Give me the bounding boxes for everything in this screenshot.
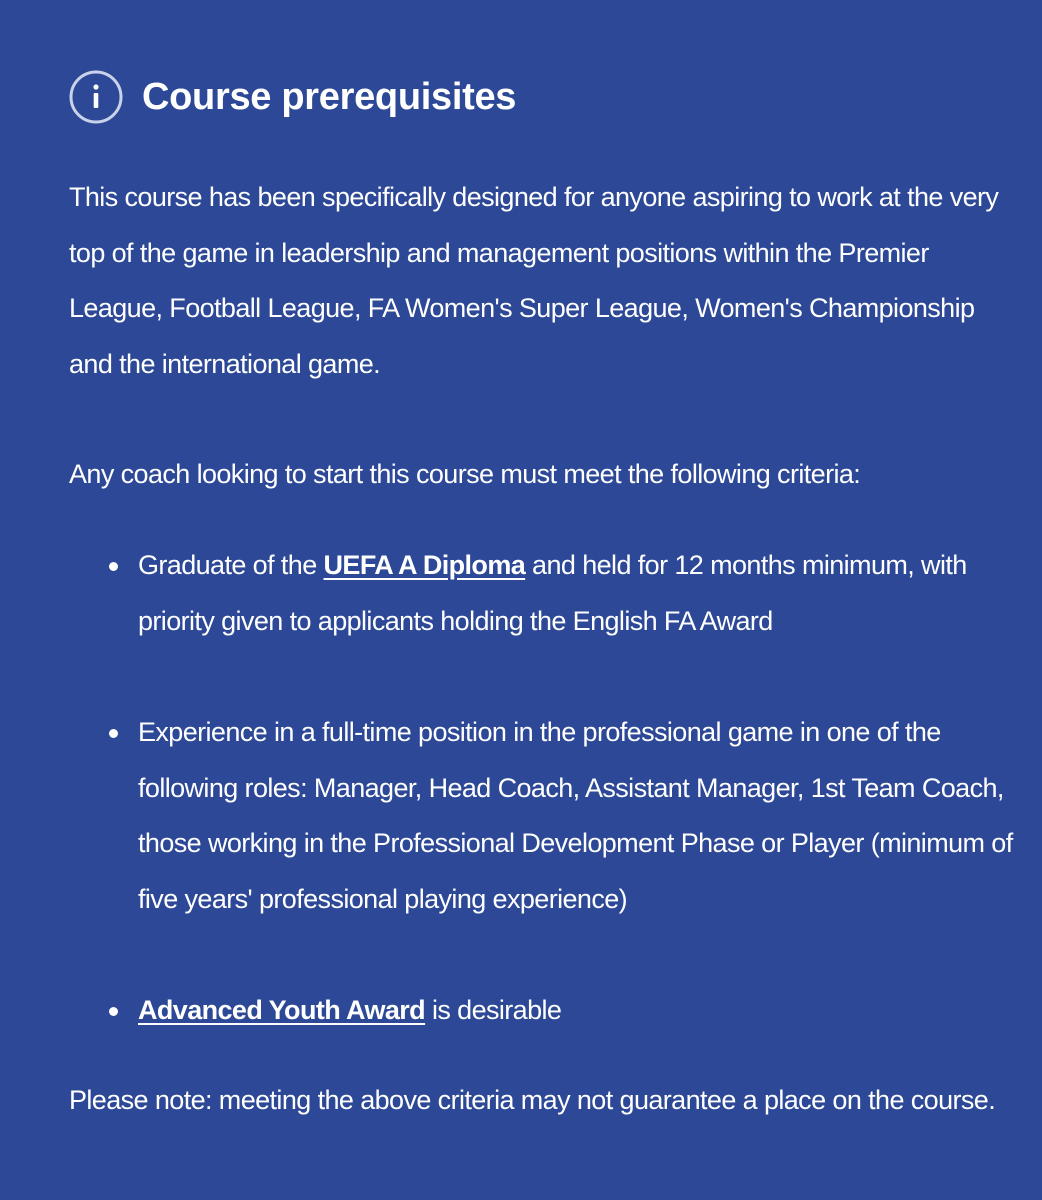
note-paragraph: Please note: meeting the above criteria may not guarantee a place on the course. (69, 1085, 996, 1115)
advanced-youth-award-link[interactable]: Advanced Youth Award (138, 995, 426, 1025)
info-icon (69, 70, 123, 124)
section-header (69, 70, 516, 124)
criteria-text: Experience in a full-time position in the professional game in one of the following roles: Manager, Head Coach, Assistant Manager, 1st Team Coach, those working in the Professional Development Phase or Player (minimum of five years' professional playing experience) (138, 717, 1013, 914)
bullet-dot (109, 562, 118, 571)
list-item (69, 705, 1022, 927)
criteria-text-after: is desirable (425, 995, 562, 1025)
intro-paragraph: This course has been specifically designed for anyone aspiring to work at the very top of the game in leadership and management positions within the Premier League, Football League, FA Women's Super League, Women's Championship and the international game. (69, 182, 999, 379)
bullet-dot (109, 1007, 118, 1016)
criteria-text-after: and held for 12 months minimum, with priority given to applicants holding the English FA Award (138, 550, 967, 636)
list-item (69, 538, 1022, 649)
criteria-lead-text: Any coach looking to start this course must meet the following criteria: (69, 459, 861, 489)
criteria-list (69, 538, 1022, 1095)
criteria-text-before: Graduate of the (138, 550, 324, 580)
list-item (69, 983, 1022, 1039)
section-title: Course prerequisites (142, 76, 517, 118)
uefa-a-diploma-link[interactable]: UEFA A Diploma (323, 550, 526, 580)
bullet-dot (109, 729, 118, 738)
